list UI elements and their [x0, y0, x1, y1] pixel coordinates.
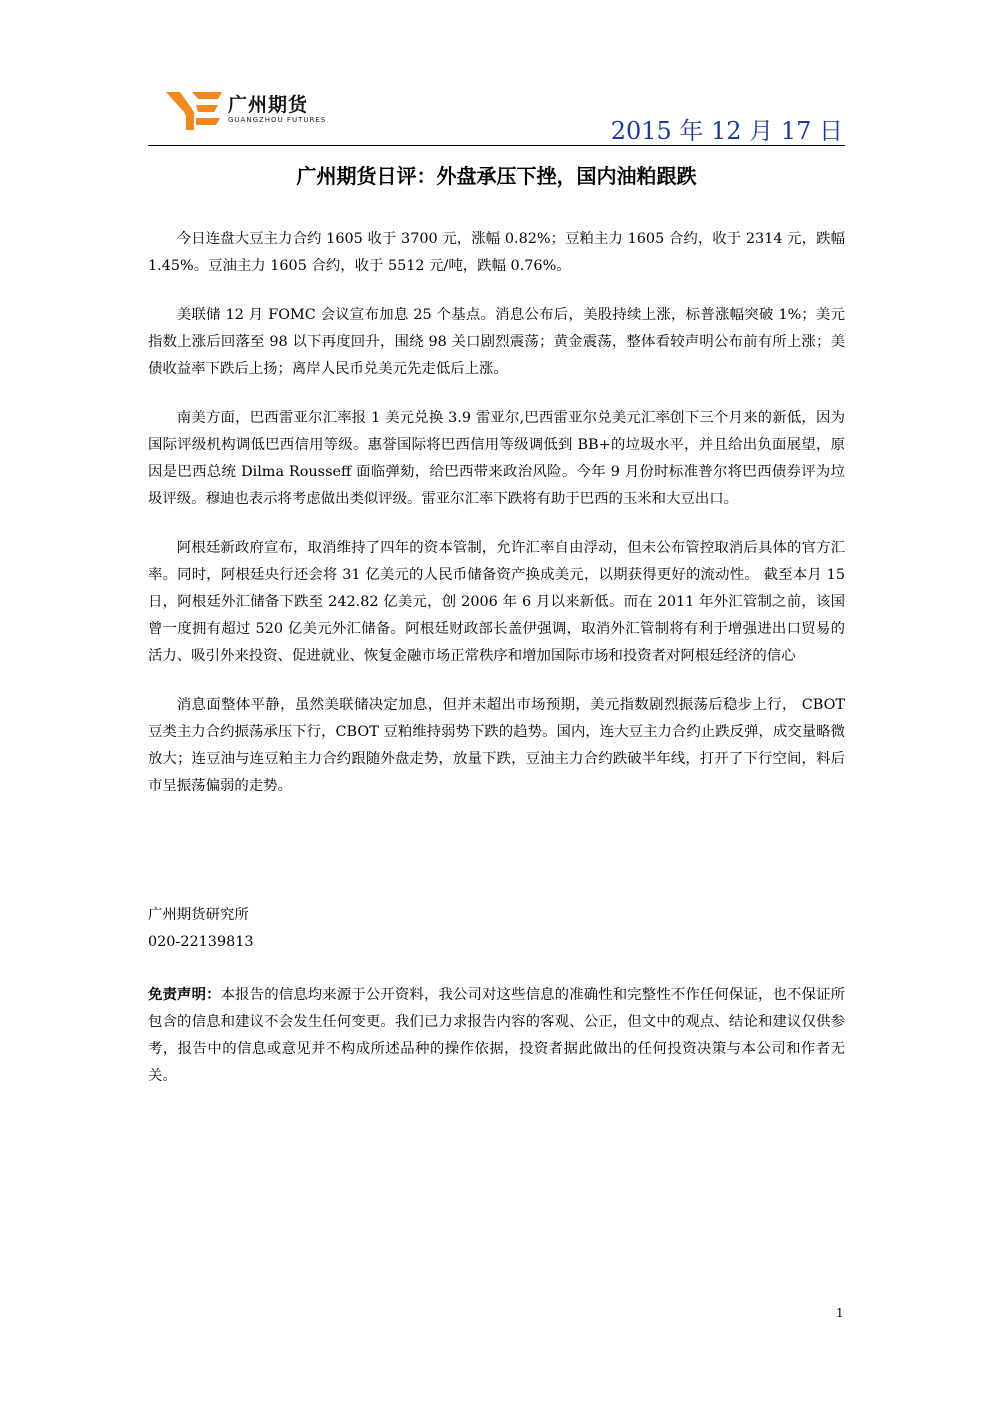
- header-divider: [148, 145, 845, 146]
- guangzhou-futures-logo-icon: [166, 86, 224, 132]
- disclaimer-text: 本报告的信息均来源于公开资料，我公司对这些信息的准确性和完整性不作任何保证，也不保证所包含的信息和建议不会发生任何变更。我们已力求报告内容的客观、公正，但文中的观点、结论和建议仅供参考，报告中的信息或意见并不构成所述品种的操作依据，投资者据此做出的任何投资决策与本公司和作者无关。: [148, 987, 845, 1084]
- logo-english-name: GUANGZHOU FUTURES: [228, 116, 327, 124]
- disclaimer: [148, 982, 845, 1090]
- paragraph-argentina: 阿根廷新政府宣布，取消维持了四年的资本管制，允许汇率自由浮动，但未公布管控取消后具体的官方汇率。同时，阿根廷央行还会将 31 亿美元的人民币储备资产换成美元，以期获得更好的流动性。 截至本月 15 日，阿根廷外汇储备下跌至 242.82 亿美元，创 2006 年 6 月以来新低。而在 2011 年外汇管制之前，该国曾一度拥有超过 520 亿美元外汇储备。阿根廷财政部长盖伊强调，取消外汇管制将有利于增强进出口贸易的活力、吸引外来投资、促进就业、恢复金融市场正常秩序和增加国际市场和投资者对阿根廷经济的信心: [148, 540, 845, 664]
- company-logo: [166, 86, 356, 134]
- report-date: 2015 年 12 月 17 日: [610, 117, 843, 145]
- research-institute: 广州期货研究所: [148, 907, 249, 923]
- paragraph-market-close: 今日连盘大豆主力合约 1605 收于 3700 元，涨幅 0.82%；豆粕主力 1605 合约，收于 2314 元，跌幅 1.45%。豆油主力 1605 合约，收于 5512 元/吨，跌幅 0.76%。: [148, 231, 845, 274]
- logo-chinese-name: 广州期货: [228, 94, 309, 116]
- paragraph-brazil: 南美方面，巴西雷亚尔汇率报 1 美元兑换 3.9 雷亚尔,巴西雷亚尔兑美元汇率创下三个月来的新低，因为国际评级机构调低巴西信用等级。惠誉国际将巴西信用等级调低到 BB+的垃圾水平，并且给出负面展望，原因是巴西总统 Dilma Rousseff 面临弹劾，给巴西带来政治风险。今年 9 月份时标准普尔将巴西债券评为垃圾评级。穆迪也表示将考虑做出类似评级。雷亚尔汇率下跌将有助于巴西的玉米和大豆出口。: [148, 410, 845, 507]
- page-number: 1: [836, 1306, 844, 1320]
- phone-number: 020-22139813: [148, 934, 254, 950]
- paragraph-outlook: 消息面整体平静，虽然美联储决定加息，但并未超出市场预期，美元指数剧烈振荡后稳步上行， CBOT 豆类主力合约振荡承压下行，CBOT 豆粕维持弱势下跌的趋势。国内，连大豆主力合约止跌反弹，成交量略微放大；连豆油与连豆粕主力合约跟随外盘走势，放量下跌，豆油主力合约跌破半年线，打开了下行空间，料后市呈振荡偏弱的走势。: [148, 697, 845, 794]
- report-title: 广州期货日评：外盘承压下挫，国内油粕跟跌: [296, 164, 697, 188]
- paragraph-fomc: 美联储 12 月 FOMC 会议宣布加息 25 个基点。消息公布后，美股持续上涨，标普涨幅突破 1%；美元指数上涨后回落至 98 以下再度回升，围绕 98 关口剧烈震荡；黄金震荡，整体看较声明公布前有所上涨；美债收益率下跌后上扬；离岸人民币兑美元先走低后上涨。: [148, 307, 845, 377]
- report-body: [148, 226, 845, 822]
- disclaimer-label: 免责声明：: [148, 987, 221, 1003]
- contact-block: [148, 902, 845, 956]
